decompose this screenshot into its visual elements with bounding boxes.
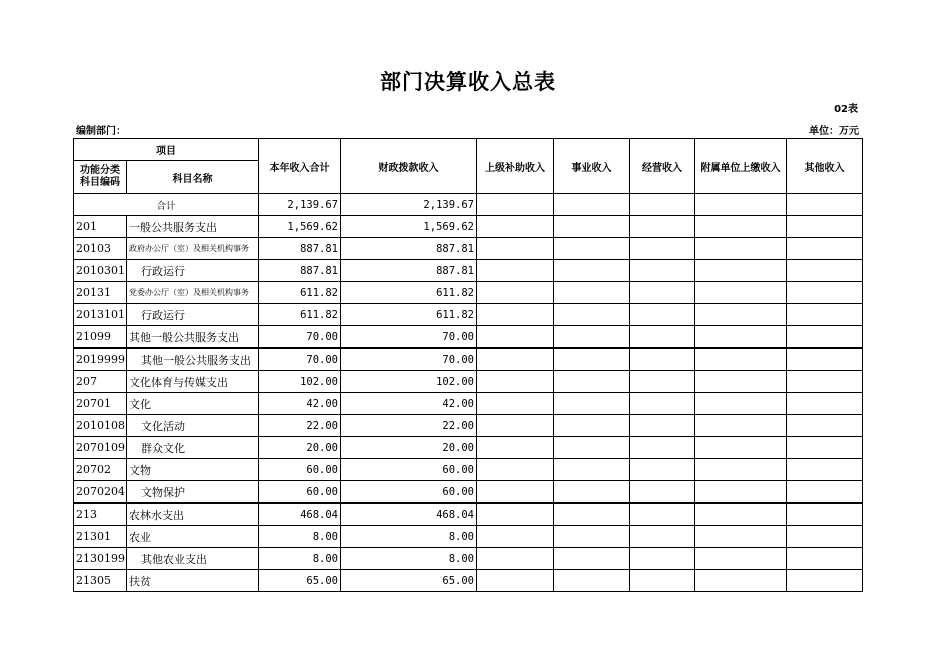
total-income-cell: 611.82 [259, 304, 341, 326]
table-row [74, 371, 863, 393]
superior-subsidy-cell [477, 503, 554, 526]
table-row [74, 415, 863, 437]
affiliated-income-cell [695, 548, 787, 570]
income-summary-table [73, 138, 863, 592]
business-income-cell [554, 481, 630, 504]
fiscal-income-cell: 70.00 [341, 348, 477, 371]
total-label: 合计 [74, 194, 259, 216]
subject-name: 行政运行 [127, 304, 259, 326]
fiscal-income-cell: 42.00 [341, 393, 477, 415]
total-income-cell: 887.81 [259, 238, 341, 260]
operating-income-cell [630, 260, 695, 282]
other-income-cell [787, 481, 863, 504]
superior-subsidy-cell [477, 415, 554, 437]
business-income-cell [554, 526, 630, 548]
operating-income-cell [630, 282, 695, 304]
total-income-cell: 42.00 [259, 393, 341, 415]
operating-income-cell [630, 459, 695, 481]
other-income-cell [787, 260, 863, 282]
affiliated-income-cell [695, 304, 787, 326]
table-row [74, 260, 863, 282]
header-other: 其他收入 [787, 139, 863, 194]
subject-code: 20103 [74, 238, 127, 260]
table-row [74, 326, 863, 349]
superior-subsidy-cell [477, 526, 554, 548]
subject-code: 207 [74, 371, 127, 393]
fiscal-income-cell: 65.00 [341, 570, 477, 592]
total-income-cell: 8.00 [259, 548, 341, 570]
business-income-cell [554, 216, 630, 238]
table-row [74, 437, 863, 459]
affiliated-income-cell [695, 282, 787, 304]
total-income-value: 2,139.67 [259, 194, 341, 216]
header-operating: 经营收入 [630, 139, 695, 194]
affiliated-income-cell [695, 393, 787, 415]
total-income-cell: 611.82 [259, 282, 341, 304]
fiscal-income-cell: 1,569.62 [341, 216, 477, 238]
department-label: 编制部门： [76, 126, 126, 137]
subject-name: 其他一般公共服务支出 [127, 326, 259, 349]
business-income-cell [554, 415, 630, 437]
affiliated-income-cell [695, 437, 787, 459]
subject-name: 其他一般公共服务支出 [127, 348, 259, 371]
subject-name: 文物保护 [127, 481, 259, 504]
other-income-cell [787, 216, 863, 238]
business-income-cell [554, 348, 630, 371]
table-row [74, 282, 863, 304]
subject-name: 文物 [127, 459, 259, 481]
subject-name: 政府办公厅（室）及相关机构事务 [127, 238, 259, 260]
superior-subsidy-cell [477, 570, 554, 592]
other-income-cell [787, 304, 863, 326]
operating-income-cell [630, 216, 695, 238]
operating-income-cell [630, 393, 695, 415]
subject-code: 2010108 [74, 415, 127, 437]
total-row [74, 194, 863, 216]
other-income-cell [787, 548, 863, 570]
header-project: 项目 [74, 139, 259, 161]
business-income-cell [554, 393, 630, 415]
business-income-cell [554, 437, 630, 459]
total-income-cell: 20.00 [259, 437, 341, 459]
operating-income-cell [630, 371, 695, 393]
superior-subsidy-cell [477, 216, 554, 238]
superior-subsidy-cell [477, 481, 554, 504]
subject-code: 2130199 [74, 548, 127, 570]
business-income-cell [554, 304, 630, 326]
operating-income-cell [630, 570, 695, 592]
subject-code: 2019999 [74, 348, 127, 371]
operating-income-cell [630, 526, 695, 548]
fiscal-income-cell: 887.81 [341, 260, 477, 282]
total-income-cell: 60.00 [259, 459, 341, 481]
affiliated-income-cell [695, 371, 787, 393]
affiliated-income-cell [695, 216, 787, 238]
total-income-cell: 887.81 [259, 260, 341, 282]
affiliated-income-cell [695, 415, 787, 437]
business-income-cell [554, 503, 630, 526]
affiliated-income-cell [695, 481, 787, 504]
business-income-cell [554, 548, 630, 570]
subject-code: 20702 [74, 459, 127, 481]
operating-income-cell [630, 415, 695, 437]
table-row [74, 548, 863, 570]
affiliated-income-cell [695, 459, 787, 481]
subject-name: 扶贫 [127, 570, 259, 592]
superior-subsidy-cell [477, 459, 554, 481]
subject-name: 群众文化 [127, 437, 259, 459]
fiscal-income-cell: 60.00 [341, 459, 477, 481]
operating-income-cell [630, 304, 695, 326]
other-income-cell [787, 415, 863, 437]
header-func-code: 功能分类 科目编码 [74, 161, 127, 194]
header-total-income: 本年收入合计 [259, 139, 341, 194]
affiliated-income-cell [695, 326, 787, 349]
other-income-cell [787, 459, 863, 481]
subject-code: 21301 [74, 526, 127, 548]
header-fiscal: 财政拨款收入 [341, 139, 477, 194]
subject-name: 行政运行 [127, 260, 259, 282]
affiliated-income-cell [695, 526, 787, 548]
total-income-cell: 102.00 [259, 371, 341, 393]
subject-name: 党委办公厅（室）及相关机构事务 [127, 282, 259, 304]
fiscal-income-cell: 611.82 [341, 282, 477, 304]
total-income-cell: 70.00 [259, 348, 341, 371]
operating-income-cell [630, 481, 695, 504]
page-title: 部门决算收入总表 [380, 70, 556, 94]
fiscal-income-cell: 70.00 [341, 326, 477, 349]
table-row [74, 459, 863, 481]
fiscal-income-cell: 8.00 [341, 548, 477, 570]
header-affiliated: 附属单位上缴收入 [695, 139, 787, 194]
table-row [74, 526, 863, 548]
fiscal-income-cell: 468.04 [341, 503, 477, 526]
business-income-cell [554, 260, 630, 282]
business-income-cell [554, 282, 630, 304]
fiscal-income-cell: 60.00 [341, 481, 477, 504]
affiliated-income-cell [695, 260, 787, 282]
other-income-cell [787, 393, 863, 415]
total-income-cell: 70.00 [259, 326, 341, 349]
operating-income-cell [630, 326, 695, 349]
other-income-cell [787, 282, 863, 304]
header-subject-name: 科目名称 [127, 161, 259, 194]
affiliated-income-cell [695, 570, 787, 592]
superior-subsidy-cell [477, 393, 554, 415]
fiscal-income-cell: 887.81 [341, 238, 477, 260]
business-income-cell [554, 238, 630, 260]
table-row [74, 481, 863, 504]
operating-income-cell [630, 548, 695, 570]
subject-code: 2013101 [74, 304, 127, 326]
subject-name: 农林水支出 [127, 503, 259, 526]
subject-code: 2010301 [74, 260, 127, 282]
subject-name: 文化 [127, 393, 259, 415]
other-income-cell [787, 348, 863, 371]
affiliated-income-cell [695, 238, 787, 260]
table-row [74, 348, 863, 371]
other-income-cell [787, 437, 863, 459]
subject-code: 201 [74, 216, 127, 238]
fiscal-income-cell: 20.00 [341, 437, 477, 459]
fiscal-income-cell: 22.00 [341, 415, 477, 437]
table-row [74, 304, 863, 326]
other-income-cell [787, 503, 863, 526]
subject-code: 2070204 [74, 481, 127, 504]
subject-code: 21305 [74, 570, 127, 592]
total-fiscal-value: 2,139.67 [341, 194, 477, 216]
fiscal-income-cell: 102.00 [341, 371, 477, 393]
fiscal-income-cell: 8.00 [341, 526, 477, 548]
superior-subsidy-cell [477, 548, 554, 570]
subject-name: 一般公共服务支出 [127, 216, 259, 238]
table-number: 02表 [834, 104, 858, 115]
subject-code: 20131 [74, 282, 127, 304]
total-income-cell: 8.00 [259, 526, 341, 548]
subject-name: 农业 [127, 526, 259, 548]
other-income-cell [787, 371, 863, 393]
operating-income-cell [630, 503, 695, 526]
subject-name: 文化活动 [127, 415, 259, 437]
table-row [74, 216, 863, 238]
other-income-cell [787, 238, 863, 260]
subject-code: 20701 [74, 393, 127, 415]
table-row [74, 570, 863, 592]
subject-code: 213 [74, 503, 127, 526]
business-income-cell [554, 371, 630, 393]
subject-name: 其他农业支出 [127, 548, 259, 570]
superior-subsidy-cell [477, 437, 554, 459]
total-income-cell: 1,569.62 [259, 216, 341, 238]
subject-name: 文化体育与传媒支出 [127, 371, 259, 393]
subject-code: 21099 [74, 326, 127, 349]
affiliated-income-cell [695, 348, 787, 371]
subject-code: 2070109 [74, 437, 127, 459]
fiscal-income-cell: 611.82 [341, 304, 477, 326]
business-income-cell [554, 459, 630, 481]
table-row [74, 238, 863, 260]
total-income-cell: 60.00 [259, 481, 341, 504]
operating-income-cell [630, 437, 695, 459]
superior-subsidy-cell [477, 238, 554, 260]
other-income-cell [787, 326, 863, 349]
header-superior-subsidy: 上级补助收入 [477, 139, 554, 194]
superior-subsidy-cell [477, 326, 554, 349]
superior-subsidy-cell [477, 282, 554, 304]
superior-subsidy-cell [477, 348, 554, 371]
superior-subsidy-cell [477, 260, 554, 282]
affiliated-income-cell [695, 503, 787, 526]
table-row [74, 503, 863, 526]
other-income-cell [787, 526, 863, 548]
business-income-cell [554, 570, 630, 592]
other-income-cell [787, 570, 863, 592]
table-row [74, 393, 863, 415]
business-income-cell [554, 326, 630, 349]
superior-subsidy-cell [477, 304, 554, 326]
operating-income-cell [630, 238, 695, 260]
unit-label: 单位：万元 [809, 126, 859, 137]
superior-subsidy-cell [477, 371, 554, 393]
total-income-cell: 22.00 [259, 415, 341, 437]
total-income-cell: 468.04 [259, 503, 341, 526]
operating-income-cell [630, 348, 695, 371]
total-income-cell: 65.00 [259, 570, 341, 592]
header-business: 事业收入 [554, 139, 630, 194]
